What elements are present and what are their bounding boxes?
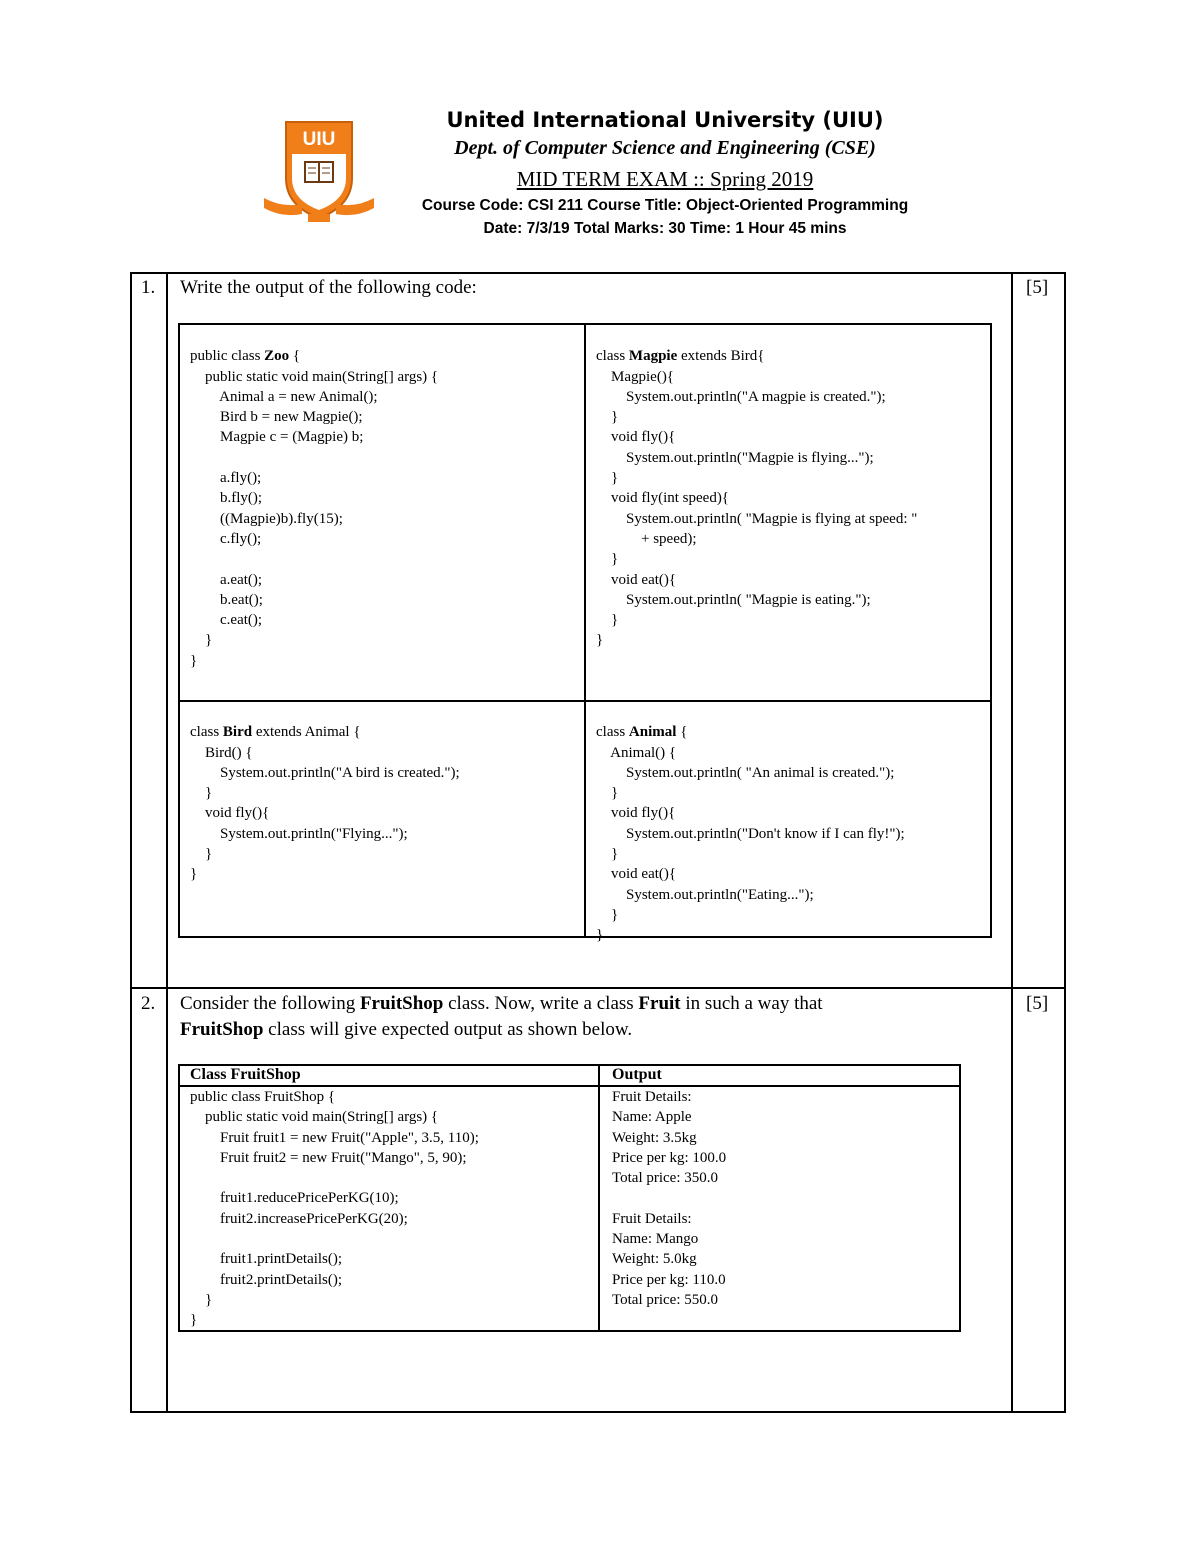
code-line: class Animal { xyxy=(596,724,688,741)
code-line xyxy=(190,549,438,569)
code-line: } xyxy=(190,652,198,669)
magpie-class-code xyxy=(596,326,917,651)
code-line: Fruit fruit2 = new Fruit("Mango", 5, 90); xyxy=(190,1149,467,1166)
row-divider xyxy=(130,987,1066,989)
code-line: Total price: 550.0 xyxy=(612,1291,719,1308)
code-line: Weight: 3.5kg xyxy=(612,1129,697,1146)
fruitshop-code xyxy=(190,1087,479,1331)
code-line: } xyxy=(190,1312,198,1329)
code-line: public class FruitShop { xyxy=(190,1089,336,1105)
code-line: Weight: 5.0kg xyxy=(612,1251,697,1268)
code-line: public static void main(String[] args) { xyxy=(190,368,439,385)
code-line: Bird b = new Magpie(); xyxy=(190,409,363,426)
code-line: } xyxy=(596,785,619,802)
code-line: a.eat(); xyxy=(190,571,263,588)
code-line: Name: Apple xyxy=(612,1109,692,1126)
code-line: } xyxy=(596,632,604,649)
class-fruitshop-header: Class FruitShop xyxy=(190,1066,301,1083)
question-2-marks: [5] xyxy=(1026,993,1049,1014)
code-line: Fruit fruit1 = new Fruit("Apple", 3.5, 110); xyxy=(190,1129,479,1146)
code-line: System.out.println("Flying..."); xyxy=(190,825,408,842)
exam-title: MID TERM EXAM :: Spring 2019 xyxy=(516,167,814,191)
code-line: } xyxy=(190,846,213,863)
code-line: System.out.println("A magpie is created."); xyxy=(596,388,886,405)
code-line: void eat(){ xyxy=(596,571,677,588)
code-line: void fly(){ xyxy=(596,805,676,822)
animal-class-code xyxy=(596,702,905,946)
department-name: Dept. of Computer Science and Engineering (CSE) xyxy=(454,137,876,159)
course-line: Course Code: CSI 211 Course Title: Object-Oriented Programming xyxy=(421,197,909,214)
code-line: System.out.println( "An animal is created."); xyxy=(596,764,895,781)
code-line: Fruit Details: xyxy=(612,1089,692,1105)
code-line: + speed); xyxy=(596,530,697,547)
q1-grid-vertical xyxy=(584,323,586,938)
code-line: } xyxy=(596,846,619,863)
code-line xyxy=(190,1168,479,1188)
zoo-class-code xyxy=(190,326,438,671)
code-line: void fly(){ xyxy=(596,429,676,446)
code-line: Animal a = new Animal(); xyxy=(190,388,378,405)
code-line: Magpie c = (Magpie) b; xyxy=(190,429,364,446)
code-line: class Magpie extends Bird{ xyxy=(596,348,765,365)
code-line: Fruit Details: xyxy=(612,1210,692,1227)
code-line: } xyxy=(190,866,198,883)
number-column-divider xyxy=(166,272,168,1413)
code-line: } xyxy=(596,927,604,944)
code-line: } xyxy=(190,785,213,802)
code-line: System.out.println( "Magpie is flying at speed: " xyxy=(596,510,918,527)
code-line: Price per kg: 100.0 xyxy=(612,1149,727,1166)
fruitshop-output xyxy=(612,1087,726,1310)
code-line: a.fly(); xyxy=(190,470,262,487)
question-1-prompt: Write the output of the following code: xyxy=(180,277,477,298)
q2-table-divider xyxy=(598,1064,600,1332)
logo-text: UIU xyxy=(302,129,336,150)
code-line: void eat(){ xyxy=(596,866,677,883)
code-line: Bird() { xyxy=(190,744,253,761)
code-line: } xyxy=(596,612,619,629)
code-line: fruit2.printDetails(); xyxy=(190,1271,343,1288)
code-line: public class Zoo { xyxy=(190,348,301,365)
code-line: System.out.println("Don't know if I can fly!"); xyxy=(596,825,905,842)
question-2-prompt: Consider the following FruitShop class. Now, write a class Fruit in such a way that FruitShop class will give expected output as shown below. xyxy=(180,993,823,1040)
output-header: Output xyxy=(612,1066,662,1083)
date-line: Date: 7/3/19 Total Marks: 30 Time: 1 Hour 45 mins xyxy=(483,220,847,237)
question-1-marks: [5] xyxy=(1026,277,1049,298)
code-line xyxy=(190,1229,479,1249)
code-line: Price per kg: 110.0 xyxy=(612,1271,726,1288)
code-line: c.fly(); xyxy=(190,530,262,547)
question-2-number: 2. xyxy=(141,993,156,1014)
code-line: ((Magpie)b).fly(15); xyxy=(190,510,343,527)
code-line: System.out.println("Eating..."); xyxy=(596,886,814,903)
code-line xyxy=(190,448,438,468)
code-line: fruit1.printDetails(); xyxy=(190,1251,343,1268)
code-line: Animal() { xyxy=(596,744,677,761)
university-name: United International University (UIU) xyxy=(446,108,884,132)
code-body xyxy=(596,743,905,946)
code-line: System.out.println("Magpie is flying..."); xyxy=(596,449,874,466)
uiu-logo xyxy=(262,120,376,224)
code-line: fruit1.reducePricePerKG(10); xyxy=(190,1190,399,1207)
code-line: System.out.println("A bird is created."); xyxy=(190,764,460,781)
code-line: Name: Mango xyxy=(612,1231,699,1248)
code-line: class Bird extends Animal { xyxy=(190,724,361,741)
code-line: } xyxy=(596,409,619,426)
code-line: public static void main(String[] args) { xyxy=(190,1109,439,1126)
code-line: fruit2.increasePricePerKG(20); xyxy=(190,1210,408,1227)
question-1-number: 1. xyxy=(141,277,156,298)
code-line: b.eat(); xyxy=(190,591,263,608)
code-line: } xyxy=(190,1291,213,1308)
code-line: } xyxy=(190,632,213,649)
code-line: b.fly(); xyxy=(190,490,263,507)
code-line: } xyxy=(596,551,619,568)
code-line: System.out.println( "Magpie is eating."); xyxy=(596,591,871,608)
code-body xyxy=(190,743,460,885)
code-line: } xyxy=(596,470,619,487)
code-line: void fly(int speed){ xyxy=(596,490,730,507)
code-line: } xyxy=(596,906,619,923)
bird-class-code xyxy=(190,702,460,885)
code-line: c.eat(); xyxy=(190,612,263,629)
code-line: Total price: 350.0 xyxy=(612,1170,719,1187)
code-line: void fly(){ xyxy=(190,805,270,822)
code-body xyxy=(190,367,438,671)
code-line xyxy=(612,1188,726,1208)
code-line: Magpie(){ xyxy=(596,368,675,385)
marks-column-divider xyxy=(1011,272,1013,1413)
code-body xyxy=(596,367,917,651)
